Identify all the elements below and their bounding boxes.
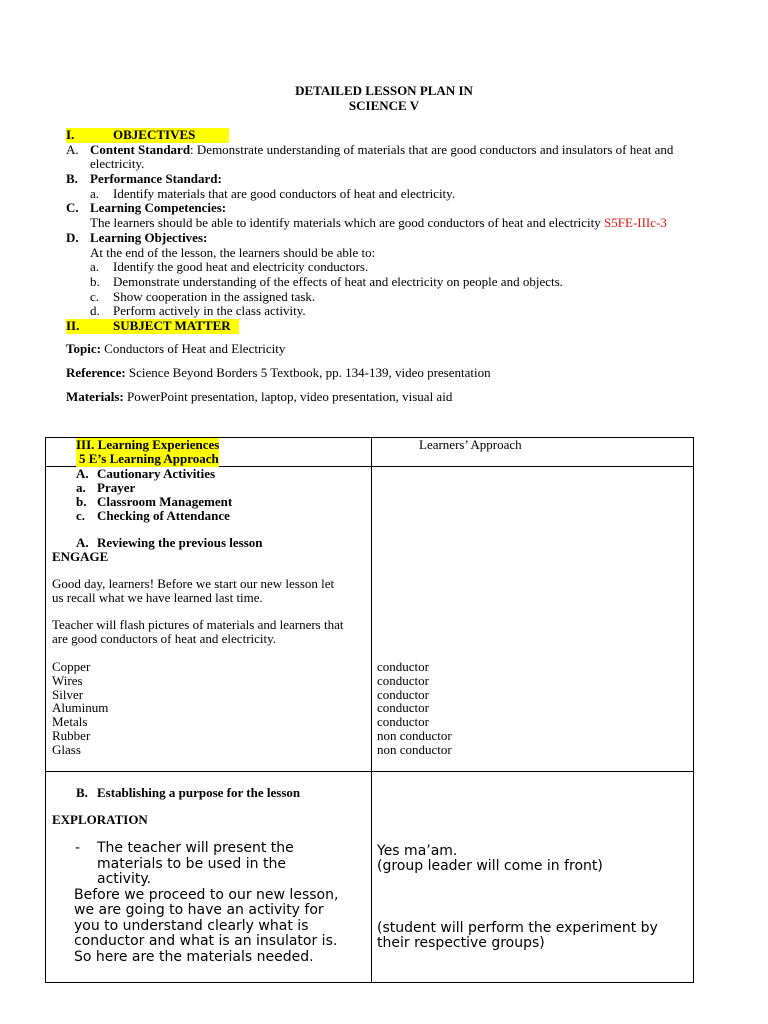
answer-item: conductor: [377, 687, 429, 702]
reference-value: Science Beyond Borders 5 Textbook, pp. 134-139, video presentation: [128, 365, 491, 380]
objective-item-marker: c.: [90, 289, 100, 304]
exploration-para-line: conductor and what is an insulator is.: [74, 933, 338, 949]
materials-value: PowerPoint presentation, laptop, video presentation, visual aid: [127, 389, 453, 404]
competency-body: The learners should be able to identify materials which are good conductors of heat and electricity: [90, 215, 601, 230]
subject-matter-numeral: II.: [66, 318, 80, 333]
subject-matter-heading: [66, 319, 239, 334]
table-header-row: [46, 438, 694, 467]
sub-item-marker: a.: [76, 480, 86, 495]
cautionary-marker: A.: [76, 466, 89, 481]
material-item: Wires: [52, 673, 83, 688]
subject-matter-title: SUBJECT MATTER: [113, 318, 231, 333]
competency-code: S5FE-IIIc-3: [604, 215, 667, 230]
performance-item-marker: a.: [90, 186, 100, 201]
engage-para1-line2: us recall what we have learned last time.: [52, 590, 263, 605]
cautionary-label: Cautionary Activities: [97, 466, 216, 481]
exploration-response-cell: [372, 772, 694, 983]
material-item: Aluminum: [52, 700, 109, 715]
learning-competencies-text: [90, 216, 667, 231]
engage-heading: ENGAGE: [52, 549, 109, 564]
answer-item: conductor: [377, 714, 429, 729]
objective-item: Show cooperation in the assigned task.: [113, 289, 316, 304]
table-row: [46, 772, 694, 983]
exploration-para-line: Before we proceed to our new lesson,: [74, 887, 339, 903]
material-item: Glass: [52, 742, 81, 757]
exploration-heading: EXPLORATION: [52, 812, 148, 827]
objective-item-marker: b.: [90, 274, 100, 289]
topic-value: Conductors of Heat and Electricity: [104, 341, 286, 356]
reference-line: [66, 366, 491, 381]
sub-item-marker: b.: [76, 494, 87, 509]
exploration-para-line: So here are the materials needed.: [74, 949, 314, 965]
learning-objectives-marker: D.: [66, 230, 79, 245]
content-standard-body: : Demonstrate understanding of materials that are good conductors and insulators of heat and: [190, 142, 674, 157]
answer-item: conductor: [377, 659, 429, 674]
purpose-marker: B.: [76, 785, 88, 800]
response-line: Yes ma’am.: [377, 843, 458, 859]
answer-item: non conductor: [377, 728, 452, 743]
performance-standard-label: Performance Standard:: [90, 171, 222, 186]
performance-item: Identify materials that are good conductors of heat and electricity.: [113, 186, 456, 201]
objectives-numeral: I.: [66, 127, 75, 142]
material-item: Silver: [52, 687, 84, 702]
material-item: Metals: [52, 714, 88, 729]
content-standard: [66, 143, 79, 158]
sub-item: Checking of Attendance: [97, 508, 230, 523]
objective-item-marker: d.: [90, 303, 100, 318]
learning-objectives-label: Learning Objectives:: [90, 230, 208, 245]
answer-item: conductor: [377, 700, 429, 715]
exploration-para-line: you to understand clearly what is: [74, 918, 309, 934]
bullet-line: The teacher will present the: [97, 840, 294, 856]
sub-item: Classroom Management: [97, 494, 233, 509]
reviewing-label: Reviewing the previous lesson: [97, 535, 263, 550]
material-item: Rubber: [52, 728, 91, 743]
response-line: (student will perform the experiment by: [377, 920, 658, 936]
bullet-dash: -: [75, 840, 81, 856]
engage-para2-line2: are good conductors of heat and electricity.: [52, 631, 277, 646]
engage-para1-line1: Good day, learners! Before we start our new lesson let: [52, 576, 335, 591]
objectives-title: OBJECTIVES: [113, 127, 196, 142]
objective-item: Perform actively in the class activity.: [113, 303, 306, 318]
learning-competencies-marker: C.: [66, 200, 79, 215]
sub-item-marker: c.: [76, 508, 86, 523]
response-line: their respective groups): [377, 935, 545, 951]
content-standard-label: Content Standard: [90, 142, 191, 157]
sub-item: Prayer: [97, 480, 136, 495]
material-item: Copper: [52, 659, 91, 674]
engage-answers-cell: [372, 467, 694, 772]
objective-item: Demonstrate understanding of the effects of heat and electricity on people and objects.: [113, 274, 563, 289]
header-left-cell: [46, 438, 372, 467]
learning-experiences-table: [45, 437, 694, 983]
answer-item: conductor: [377, 673, 429, 688]
answer-item: non conductor: [377, 742, 452, 757]
objectives-heading: [66, 128, 229, 143]
topic-label: Topic:: [66, 341, 101, 356]
five-e-heading: 5 E’s Learning Approach: [76, 452, 219, 467]
objective-item: Identify the good heat and electricity conductors.: [113, 259, 369, 274]
performance-standard-marker: B.: [66, 171, 78, 186]
exploration-para-line: we are going to have an activity for: [74, 902, 324, 918]
bullet-line: activity.: [97, 871, 152, 887]
learning-objectives-intro: At the end of the lesson, the learners should be able to:: [90, 245, 376, 260]
page-subtitle: SCIENCE V: [348, 98, 420, 113]
bullet-line: materials to be used in the: [97, 856, 286, 872]
content-standard-cont: electricity.: [90, 156, 145, 171]
materials-line: [66, 390, 452, 405]
page-title: DETAILED LESSON PLAN IN: [295, 83, 473, 98]
learners-approach-heading: Learners’ Approach: [419, 437, 522, 452]
header-right-cell: [372, 438, 694, 467]
engage-cell: [46, 467, 372, 772]
content-standard-marker: A.: [66, 142, 79, 157]
content-standard-text: [90, 143, 673, 158]
reviewing-marker: A.: [76, 535, 89, 550]
learning-competencies-label: Learning Competencies:: [90, 200, 227, 215]
engage-para2-line1: Teacher will flash pictures of materials and learners that: [52, 617, 344, 632]
topic-line: [66, 342, 285, 357]
exploration-cell: [46, 772, 372, 983]
reference-label: Reference:: [66, 365, 126, 380]
purpose-label: Establishing a purpose for the lesson: [97, 785, 301, 800]
objective-item-marker: a.: [90, 259, 100, 274]
response-line: (group leader will come in front): [377, 858, 603, 874]
table-row: [46, 467, 694, 772]
learning-experiences-heading: III. Learning Experiences: [76, 437, 220, 452]
materials-label: Materials:: [66, 389, 124, 404]
